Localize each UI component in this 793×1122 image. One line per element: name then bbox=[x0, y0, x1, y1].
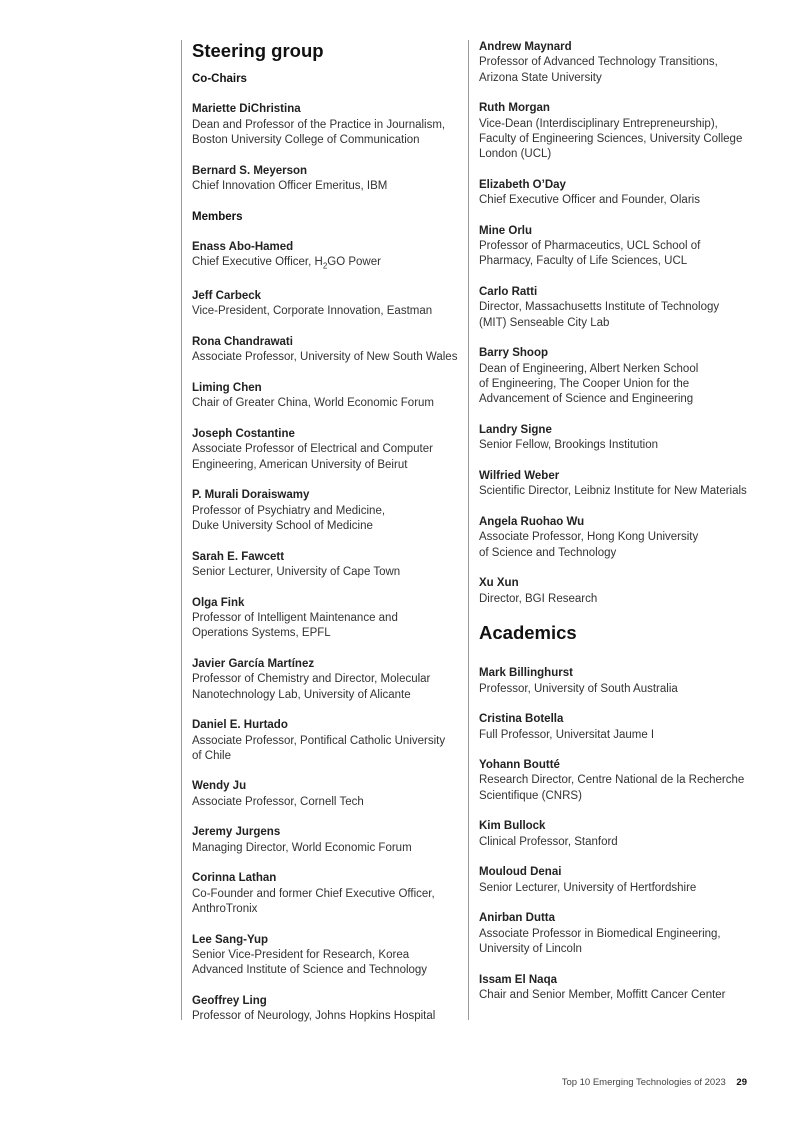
person-affiliation: Senior Fellow, Brookings Institution bbox=[479, 439, 658, 452]
person-affiliation: Associate Professor of Electrical and Computer Engineering, American University of Beirut bbox=[192, 443, 433, 471]
person-name: Mouloud Denai bbox=[479, 866, 562, 879]
person-name: Carlo Ratti bbox=[479, 286, 538, 299]
person-affiliation: Professor, University of South Australia bbox=[479, 682, 678, 695]
person-affiliation: Vice-President, Corporate Innovation, Eastman bbox=[192, 305, 433, 318]
left-column bbox=[181, 40, 463, 1023]
person-name: Jeff Carbeck bbox=[192, 290, 262, 303]
person-name: Barry Shoop bbox=[479, 347, 549, 360]
person-affiliation: Associate Professor, University of New South Wales bbox=[192, 351, 458, 364]
academics-list bbox=[479, 666, 758, 1003]
list-item bbox=[192, 994, 463, 1025]
person-name: P. Murali Doraiswamy bbox=[192, 489, 310, 502]
person-affiliation: Senior Lecturer, University of Cape Town bbox=[192, 565, 401, 578]
members-list-continued bbox=[479, 40, 758, 607]
cochairs-label: Co-Chairs bbox=[192, 73, 247, 85]
person-affiliation: Chief Innovation Officer Emeritus, IBM bbox=[192, 179, 388, 192]
person-affiliation: Dean of Engineering, Albert Nerken School of Engineering, The Cooper Union for the Advancement of Science and Engineering bbox=[479, 362, 699, 406]
list-item bbox=[479, 758, 758, 804]
person-affiliation: Full Professor, Universitat Jaume I bbox=[479, 728, 655, 741]
person-affiliation: Professor of Psychiatry and Medicine, Duke University School of Medicine bbox=[192, 504, 386, 532]
person-name: Javier García Martínez bbox=[192, 657, 315, 670]
person-affiliation: Professor of Pharmaceutics, UCL School of Pharmacy, Faculty of Life Sciences, UCL bbox=[479, 240, 701, 268]
person-name: Issam El Naqa bbox=[479, 973, 557, 986]
person-affiliation: Professor of Advanced Technology Transitions, Arizona State University bbox=[479, 56, 718, 84]
list-item bbox=[479, 865, 758, 896]
person-affiliation: Chief Executive Officer and Founder, Olaris bbox=[479, 194, 700, 207]
list-item bbox=[192, 240, 463, 274]
person-name: Mine Orlu bbox=[479, 224, 533, 237]
person-name: Mark Billinghurst bbox=[479, 667, 573, 680]
list-item bbox=[192, 871, 463, 917]
list-item bbox=[479, 224, 758, 270]
person-name: Elizabeth O’Day bbox=[479, 178, 566, 191]
list-item bbox=[479, 911, 758, 957]
right-column bbox=[468, 40, 758, 1020]
person-name: Corinna Lathan bbox=[192, 872, 277, 885]
person-affiliation: Associate Professor in Biomedical Engineering, University of Lincoln bbox=[479, 927, 721, 956]
person-name: Enass Abo-Hamed bbox=[192, 240, 294, 253]
person-name: Mariette DiChristina bbox=[192, 103, 301, 116]
person-affiliation: Research Director, Centre National de la Recherche Scientifique (CNRS) bbox=[479, 774, 745, 802]
person-name: Landry Signe bbox=[479, 423, 552, 436]
list-item bbox=[479, 178, 758, 209]
list-item bbox=[192, 596, 463, 642]
person-affiliation: Clinical Professor, Stanford bbox=[479, 835, 618, 848]
list-item bbox=[479, 40, 758, 86]
person-name: Rona Chandrawati bbox=[192, 336, 293, 349]
list-item bbox=[192, 933, 463, 979]
list-item bbox=[479, 712, 758, 743]
members-list bbox=[192, 240, 463, 1025]
person-name: Wendy Ju bbox=[192, 780, 247, 793]
list-item bbox=[479, 973, 758, 1004]
person-name: Ruth Morgan bbox=[479, 102, 550, 115]
person-name: Angela Ruohao Wu bbox=[479, 515, 585, 528]
person-name: Kim Bullock bbox=[479, 820, 546, 833]
person-affiliation: Professor of Chemistry and Director, Molecular Nanotechnology Lab, University of Alicante bbox=[192, 673, 431, 701]
cochairs-list bbox=[192, 102, 463, 194]
person-affiliation: Chair and Senior Member, Moffitt Cancer Center bbox=[479, 989, 726, 1002]
subscript-text: 2 bbox=[322, 261, 328, 271]
affiliation-text: Chief Executive Officer, H bbox=[192, 256, 323, 269]
person-affiliation: Chair of Greater China, World Economic Forum bbox=[192, 397, 435, 410]
person-name: Anirban Dutta bbox=[479, 912, 556, 925]
person-affiliation: Dean and Professor of the Practice in Journalism, Boston University College of Communication bbox=[192, 118, 446, 146]
person-affiliation: Associate Professor, Hong Kong University of Science and Technology bbox=[479, 531, 699, 559]
list-item bbox=[479, 285, 758, 331]
list-item bbox=[479, 469, 758, 500]
person-affiliation: Professor of Neurology, Johns Hopkins Hospital bbox=[192, 1010, 436, 1023]
list-item bbox=[192, 550, 463, 581]
person-affiliation: Director, Massachusetts Institute of Technology (MIT) Senseable City Lab bbox=[479, 301, 720, 329]
person-name: Sarah E. Fawcett bbox=[192, 550, 285, 563]
person-name: Andrew Maynard bbox=[479, 41, 572, 53]
person-affiliation: Senior Lecturer, University of Hertfordshire bbox=[479, 881, 697, 894]
person-affiliation: Associate Professor, Cornell Tech bbox=[192, 795, 364, 808]
person-name: Liming Chen bbox=[192, 382, 262, 395]
list-item bbox=[192, 335, 463, 366]
list-item bbox=[192, 657, 463, 703]
person-name: Olga Fink bbox=[192, 596, 245, 609]
academics-heading: Academics bbox=[479, 622, 577, 644]
list-item bbox=[192, 825, 463, 856]
list-item bbox=[479, 819, 758, 850]
list-item bbox=[479, 346, 758, 407]
person-name: Joseph Costantine bbox=[192, 428, 295, 441]
footer-title: Top 10 Emerging Technologies of 2023 bbox=[561, 1077, 726, 1088]
list-item bbox=[192, 289, 463, 320]
list-item bbox=[479, 666, 758, 697]
list-item bbox=[192, 381, 463, 412]
affiliation-text: GO Power bbox=[327, 256, 381, 269]
person-name: Yohann Boutté bbox=[479, 759, 560, 772]
person-affiliation: Senior Vice-President for Research, Korea Advanced Institute of Science and Technology bbox=[192, 949, 428, 977]
person-name: Wilfried Weber bbox=[479, 469, 560, 482]
list-item bbox=[192, 779, 463, 810]
page-number: 29 bbox=[736, 1077, 747, 1088]
list-item bbox=[479, 576, 758, 607]
person-affiliation: Scientific Director, Leibniz Institute for New Materials bbox=[479, 485, 747, 498]
person-affiliation bbox=[192, 255, 463, 274]
list-item bbox=[192, 102, 463, 148]
person-name: Bernard S. Meyerson bbox=[192, 164, 308, 177]
person-name: Lee Sang-Yup bbox=[192, 933, 269, 946]
person-affiliation: Professor of Intelligent Maintenance and Operations Systems, EPFL bbox=[192, 611, 398, 640]
person-name: Cristina Botella bbox=[479, 713, 564, 726]
person-name: Daniel E. Hurtado bbox=[192, 719, 288, 732]
list-item bbox=[479, 515, 758, 561]
person-affiliation: Vice-Dean (Interdisciplinary Entrepreneurship), Faculty of Engineering Sciences, University College London (UCL) bbox=[479, 117, 743, 161]
steering-group-heading: Steering group bbox=[192, 40, 324, 61]
person-name: Geoffrey Ling bbox=[192, 995, 267, 1008]
page-footer bbox=[562, 1077, 747, 1088]
members-label: Members bbox=[192, 210, 243, 223]
person-name: Xu Xun bbox=[479, 577, 519, 590]
list-item bbox=[192, 427, 463, 473]
list-item bbox=[192, 164, 463, 195]
person-affiliation: Co-Founder and former Chief Executive Officer, AnthroTronix bbox=[192, 887, 435, 916]
list-item bbox=[192, 718, 463, 764]
list-item bbox=[192, 488, 463, 534]
list-item bbox=[479, 423, 758, 454]
list-item bbox=[479, 101, 758, 162]
person-affiliation: Associate Professor, Pontifical Catholic University of Chile bbox=[192, 734, 446, 762]
person-name: Jeremy Jurgens bbox=[192, 826, 281, 839]
person-affiliation: Managing Director, World Economic Forum bbox=[192, 841, 412, 854]
person-affiliation: Director, BGI Research bbox=[479, 592, 598, 605]
